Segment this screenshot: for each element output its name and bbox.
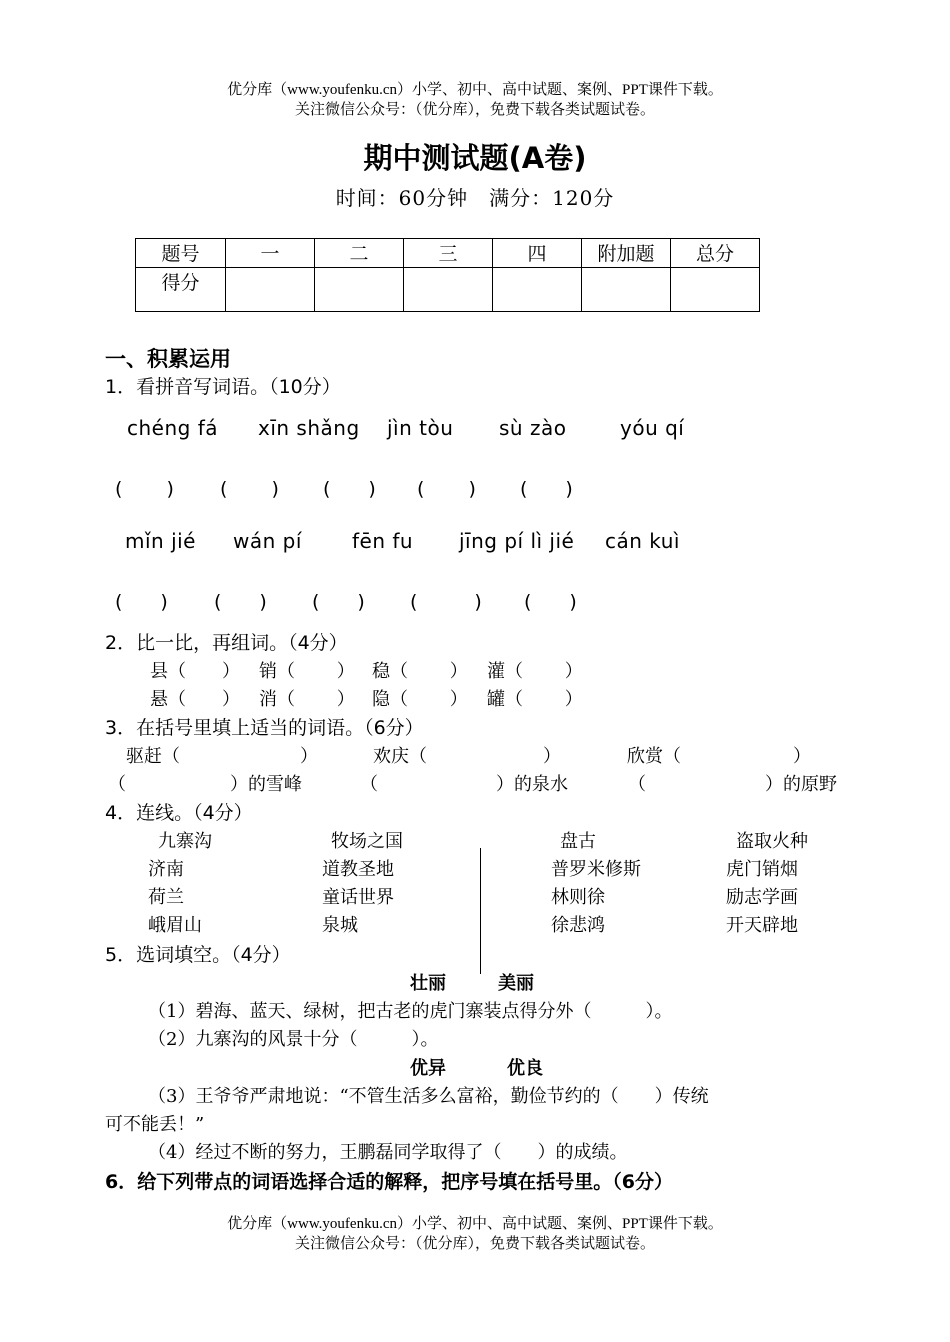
exam-time-and-score: 时间：60分钟 满分：120分	[335, 186, 615, 210]
answer-bracket[interactable]: ( )	[312, 591, 365, 613]
q3-item: ）的雪峰	[230, 774, 302, 795]
score-header-cell: 四	[493, 239, 582, 268]
match-item[interactable]: 普罗米修斯	[551, 859, 641, 880]
char: 罐	[487, 689, 505, 710]
char: 稳	[372, 661, 390, 682]
q3-item: ）	[543, 746, 561, 767]
section-heading: 一、积累运用	[105, 347, 231, 371]
q5-sentence: （4）经过不断的努力，王鹏磊同学取得了（ ）的成绩。	[148, 1142, 628, 1163]
q3-item: 欣赏（	[627, 746, 681, 767]
page-title: 期中测试题(A卷)	[363, 141, 587, 175]
match-item[interactable]: 励志学画	[726, 887, 798, 908]
pinyin: fēn fu	[352, 529, 414, 553]
score-cell[interactable]	[404, 268, 493, 312]
score-header-cell: 附加题	[582, 239, 671, 268]
word-choice: 优良	[507, 1058, 543, 1079]
answer-bracket[interactable]: ( )	[323, 478, 376, 500]
score-header-cell: 一	[226, 239, 315, 268]
char: 县	[150, 661, 168, 682]
match-item[interactable]: 开天辟地	[726, 915, 798, 936]
score-table	[135, 238, 760, 312]
match-item[interactable]: 盘古	[560, 831, 596, 852]
answer-bracket[interactable]: ( )	[115, 591, 168, 613]
q3-prompt: 3．在括号里填上适当的词语。（6分）	[105, 717, 424, 739]
divider-line	[480, 848, 481, 974]
q3-item: ）的泉水	[496, 774, 568, 795]
q5-prompt: 5．选词填空。（4分）	[105, 944, 291, 966]
match-item[interactable]: 济南	[148, 859, 184, 880]
answer-bracket[interactable]: ( )	[524, 591, 577, 613]
answer-bracket[interactable]: ( )	[214, 591, 267, 613]
q3-item: ）的原野	[765, 774, 837, 795]
score-header-cell: 总分	[671, 239, 760, 268]
word-choice: 壮丽	[410, 973, 446, 994]
q3-item: （	[360, 774, 378, 795]
match-item[interactable]: 林则徐	[551, 887, 605, 908]
match-item[interactable]: 徐悲鸿	[551, 915, 605, 936]
q4-prompt: 4．连线。（4分）	[105, 802, 253, 824]
score-cell[interactable]	[226, 268, 315, 312]
answer-bracket[interactable]: ( )	[417, 478, 476, 500]
pinyin: chéng fá	[127, 416, 219, 440]
score-cell[interactable]	[315, 268, 404, 312]
match-item[interactable]: 峨眉山	[148, 915, 202, 936]
pinyin: cán kuì	[605, 529, 680, 553]
char: 消	[259, 689, 277, 710]
footer-line-1: 优分库（www.youfenku.cn）小学、初中、高中试题、案例、PPT课件下载。	[227, 1216, 723, 1232]
score-cell[interactable]	[671, 268, 760, 312]
q1-prompt: 1．看拼音写词语。（10分）	[105, 376, 341, 398]
match-item[interactable]: 虎门销烟	[726, 859, 798, 880]
score-header-cell: 三	[404, 239, 493, 268]
pinyin: jīng pí lì jié	[459, 529, 575, 553]
q3-item: 驱赶（	[126, 746, 180, 767]
q3-item: （	[628, 774, 646, 795]
q3-item: 欢庆（	[373, 746, 427, 767]
word-choice: 优异	[410, 1058, 446, 1079]
answer-bracket[interactable]: ( )	[520, 478, 573, 500]
score-cell[interactable]	[493, 268, 582, 312]
char: 隐	[372, 689, 390, 710]
pinyin: yóu qí	[620, 416, 685, 440]
answer-bracket[interactable]: ( )	[410, 591, 482, 613]
match-item[interactable]: 荷兰	[148, 887, 184, 908]
score-header-cell: 二	[315, 239, 404, 268]
q5-sentence: （1）碧海、蓝天、绿树，把古老的虎门寨装点得分外（ ）。	[148, 1001, 673, 1022]
pinyin: wán pí	[233, 529, 302, 553]
pinyin: sù zào	[499, 416, 567, 440]
score-cell[interactable]	[582, 268, 671, 312]
pinyin: jìn tòu	[387, 416, 454, 440]
match-item[interactable]: 童话世界	[322, 887, 394, 908]
q5-sentence: （3）王爷爷严肃地说：“不管生活多么富裕，勤俭节约的（ ）传统	[148, 1086, 709, 1107]
answer-bracket[interactable]: ( )	[220, 478, 279, 500]
match-item[interactable]: 道教圣地	[322, 859, 394, 880]
footer-line-2: 关注微信公众号：（优分库），免费下载各类试题试卷。	[294, 1236, 655, 1252]
q3-item: ）	[793, 746, 811, 767]
match-item[interactable]: 泉城	[322, 915, 358, 936]
char: 销	[259, 661, 277, 682]
header-line-1: 优分库（www.youfenku.cn）小学、初中、高中试题、案例、PPT课件下载。	[227, 82, 723, 98]
q5-sentence: （2）九寨沟的风景十分（ ）。	[148, 1029, 439, 1050]
q3-item: （	[108, 774, 126, 795]
char: 悬	[150, 689, 168, 710]
q5-sentence: 可不能丢！”	[105, 1114, 205, 1135]
match-item[interactable]: 盗取火种	[736, 831, 808, 852]
match-item[interactable]: 牧场之国	[331, 831, 403, 852]
pinyin: xīn shǎng	[258, 416, 360, 440]
q2-prompt: 2．比一比，再组词。（4分）	[105, 632, 348, 654]
header-line-2: 关注微信公众号：（优分库），免费下载各类试题试卷。	[294, 102, 655, 118]
match-item[interactable]: 九寨沟	[158, 831, 212, 852]
char: 灌	[487, 661, 505, 682]
q6-prompt: 6．给下列带点的词语选择合适的解释，把序号填在括号里。（6分）	[105, 1171, 673, 1193]
word-choice: 美丽	[498, 973, 534, 994]
pinyin: mǐn jié	[125, 529, 196, 553]
q3-item: ）	[300, 746, 318, 767]
score-header-cell: 题号	[136, 239, 226, 268]
answer-bracket[interactable]: ( )	[115, 478, 174, 500]
score-row-label: 得分	[136, 268, 226, 312]
